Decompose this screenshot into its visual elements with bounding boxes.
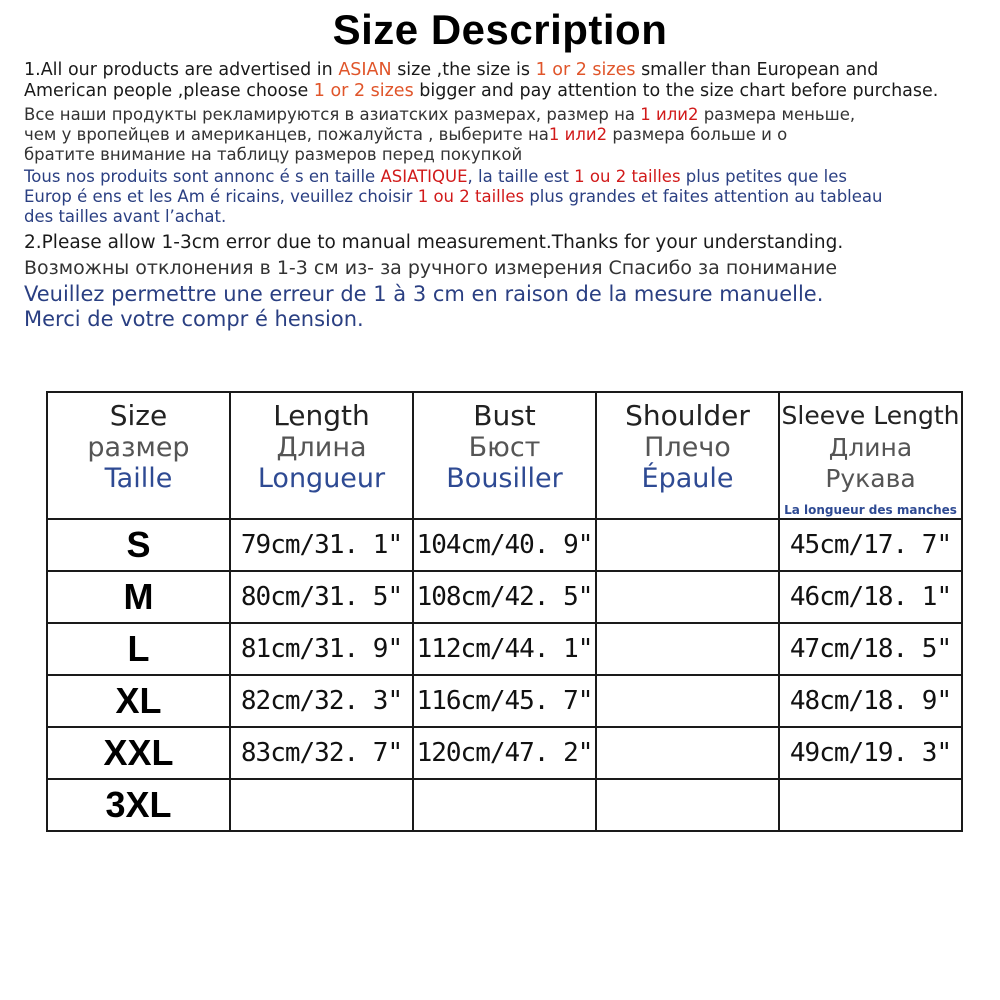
table-row xyxy=(47,623,962,675)
page-title: Size Description xyxy=(332,6,668,53)
note2-russian: Возможны отклонения в 1-3 см из- за ручного измерения Спасибо за понимание xyxy=(24,256,838,279)
cell-shoulder xyxy=(596,779,779,831)
header-length xyxy=(230,392,413,519)
cell-length: 82cm/32. 3" xyxy=(230,675,413,727)
header-bust xyxy=(413,392,596,519)
text: plus grandes et faites attention au tableau xyxy=(524,187,883,207)
note1-russian-line1 xyxy=(24,105,994,125)
note1-english-line1 xyxy=(24,60,994,81)
highlight-sizes: 1 or 2 sizes xyxy=(535,60,636,80)
header-label-fr: Bousiller xyxy=(446,463,563,494)
cell-size: M xyxy=(47,571,230,623)
cell-length xyxy=(230,779,413,831)
header-shoulder xyxy=(596,392,779,519)
header-label-en: Length xyxy=(273,399,370,432)
text: размера больше и о xyxy=(607,124,788,144)
cell-bust: 104cm/40. 9" xyxy=(413,519,596,571)
table-row xyxy=(47,779,962,831)
header-label-ru: размер xyxy=(87,432,190,463)
text: plus petites que les xyxy=(680,167,847,187)
note1-english-line2 xyxy=(24,81,994,102)
header-label-ru: Бюст xyxy=(468,432,541,463)
header-size xyxy=(47,392,230,519)
cell-sleeve: 45cm/17. 7" xyxy=(779,519,962,571)
text: 1.All our products are advertised in xyxy=(24,60,339,80)
size-notes xyxy=(24,60,994,332)
cell-length: 80cm/31. 5" xyxy=(230,571,413,623)
cell-size: S xyxy=(47,519,230,571)
text: bigger and pay attention to the size chart before purchase. xyxy=(413,81,939,101)
text: smaller than European and xyxy=(635,60,879,80)
note2-french-line2: Merci de votre compr é hension. xyxy=(24,306,364,331)
note1-russian-line3: братите внимание на таблицу размеров перед покупкой xyxy=(24,144,523,164)
header-label-en: Bust xyxy=(473,399,536,432)
cell-shoulder xyxy=(596,727,779,779)
highlight-sizes: 1 ou 2 tailles xyxy=(574,167,681,187)
note1-french-line3: des tailles avant l’achat. xyxy=(24,206,227,226)
text: size ,the size is xyxy=(391,60,536,80)
cell-bust: 112cm/44. 1" xyxy=(413,623,596,675)
header-label-ru: Длина Рукава xyxy=(825,433,916,493)
highlight-sizes: 1 ou 2 tailles xyxy=(417,187,525,207)
cell-sleeve: 46cm/18. 1" xyxy=(779,571,962,623)
table-row xyxy=(47,727,962,779)
text: American people ,please choose xyxy=(24,81,314,101)
header-label-fr: Longueur xyxy=(257,463,386,494)
header-sleeve-length xyxy=(779,392,962,519)
cell-size: 3XL xyxy=(47,779,230,831)
cell-shoulder xyxy=(596,675,779,727)
header-label-en: Shoulder xyxy=(625,399,750,432)
table-header-row xyxy=(47,392,962,519)
cell-length: 81cm/31. 9" xyxy=(230,623,413,675)
table-row xyxy=(47,519,962,571)
note1-russian-line2 xyxy=(24,125,994,145)
header-label-fr: Épaule xyxy=(641,463,734,494)
cell-length: 83cm/32. 7" xyxy=(230,727,413,779)
header-label-en: Sleeve Length xyxy=(781,401,960,430)
highlight-sizes: 1 или2 xyxy=(548,124,608,144)
cell-sleeve: 48cm/18. 9" xyxy=(779,675,962,727)
table-row xyxy=(47,675,962,727)
cell-shoulder xyxy=(596,571,779,623)
cell-size: XXL xyxy=(47,727,230,779)
note1-french-line1 xyxy=(24,167,994,187)
cell-sleeve: 47cm/18. 5" xyxy=(779,623,962,675)
table-row xyxy=(47,571,962,623)
text: Tous nos produits sont annonc é s en taille xyxy=(24,167,381,187)
cell-bust: 120cm/47. 2" xyxy=(413,727,596,779)
note2-english: 2.Please allow 1-3cm error due to manual measurement.Thanks for your understanding. xyxy=(24,231,844,253)
highlight-sizes: 1 или2 xyxy=(640,105,699,124)
cell-bust: 116cm/45. 7" xyxy=(413,675,596,727)
text: , la taille est xyxy=(467,167,575,187)
highlight-asian: ASIAN xyxy=(338,60,392,80)
cell-bust xyxy=(413,779,596,831)
table-body xyxy=(47,519,962,831)
cell-size: XL xyxy=(47,675,230,727)
header-label-ru: Плечо xyxy=(644,432,731,463)
cell-shoulder xyxy=(596,623,779,675)
cell-sleeve: 49cm/19. 3" xyxy=(779,727,962,779)
cell-size: L xyxy=(47,623,230,675)
header-label-fr: La longueur des manches xyxy=(784,503,957,517)
cell-shoulder xyxy=(596,519,779,571)
size-chart-table xyxy=(46,391,963,832)
header-label-ru: Длина xyxy=(276,432,367,463)
cell-sleeve xyxy=(779,779,962,831)
note1-french-line2 xyxy=(24,187,994,207)
note2-french-line1: Veuillez permettre une erreur de 1 à 3 cm en raison de la mesure manuelle. xyxy=(24,281,824,306)
text: Europ é ens et les Am é ricains, veuillez choisir xyxy=(24,187,418,207)
header-label-en: Size xyxy=(109,399,168,432)
cell-length: 79cm/31. 1" xyxy=(230,519,413,571)
text: чем у вропейцев и американцев, пожалуйста , выберите на xyxy=(24,124,549,144)
highlight-sizes: 1 or 2 sizes xyxy=(313,81,414,101)
text: размера меньше, xyxy=(698,105,856,124)
highlight-asiatique: ASIATIQUE xyxy=(380,167,468,187)
text: Все наши продукты рекламируются в азиатских размерах, размер на xyxy=(24,105,641,124)
header-label-fr: Taille xyxy=(104,463,173,494)
cell-bust: 108cm/42. 5" xyxy=(413,571,596,623)
